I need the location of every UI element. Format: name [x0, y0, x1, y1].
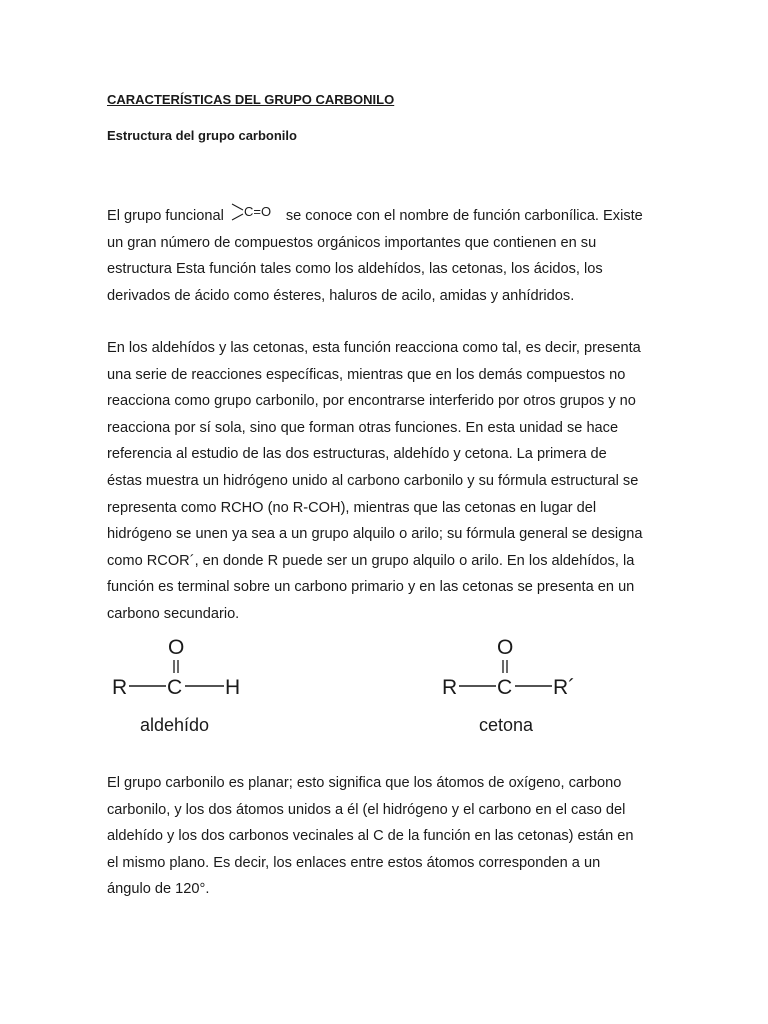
- aldehyde-hydrogen-atom: H: [225, 676, 241, 699]
- paragraph-line: ángulo de 120°.: [107, 881, 210, 898]
- aldehyde-structure: [112, 636, 240, 735]
- paragraph-line: éstas muestra un hidrógeno unido al carbono carbonilo y su fórmula estructural se: [107, 472, 639, 489]
- paragraph-intro-line-4: derivados de ácido como ésteres, haluros de acilo, amidas y anhídridos.: [107, 287, 575, 304]
- aldehyde-r-atom: R: [112, 676, 128, 699]
- paragraph-line: El grupo carbonilo es planar; esto significa que los átomos de oxígeno, carbono: [107, 775, 622, 791]
- paragraph-planar-group: [107, 770, 667, 903]
- paragraph-line: representa como RCHO (no R-COH), mientras que las cetonas en lugar del: [107, 499, 597, 516]
- inline-carbonyl-formula: [230, 202, 282, 222]
- paragraph-line: como RCOR´, en donde R puede ser un grupo alquilo o arilo. En los aldehídos, la: [107, 552, 635, 569]
- ketone-carbon-atom: C: [497, 676, 513, 699]
- paragraph-line: referencia al estudio de las dos estructuras, aldehído y cetona. La primera de: [107, 446, 607, 463]
- paragraph-line: función es terminal sobre un carbono primario y en las cetonas se presenta en un: [107, 579, 635, 596]
- paragraph-intro-line-1: [107, 202, 667, 230]
- paragraph-line: carbonilo, y los dos átomos unidos a él (el hidrógeno y el carbono en el caso del: [107, 801, 626, 818]
- paragraph-line: reacciona como grupo carbonilo, por encontrarse interferido por otros grupos y no: [107, 393, 636, 410]
- paragraph-line: una serie de reacciones específicas, mientras que en los demás compuestos no: [107, 366, 626, 383]
- document-subtitle: Estructura del grupo carbonilo: [107, 128, 297, 143]
- paragraph-intro: [107, 202, 667, 309]
- intro-text-after-formula: se conoce con el nombre de función carbonílica. Existe: [285, 208, 643, 224]
- structural-formulas: [100, 630, 660, 740]
- intro-text-before-formula: El grupo funcional: [107, 208, 224, 224]
- paragraph-intro-line-2: un gran número de compuestos orgánicos importantes que contienen en su: [107, 234, 597, 251]
- document-title: CARACTERÍSTICAS DEL GRUPO CARBONILO: [107, 92, 395, 107]
- ketone-r-atom: R: [442, 676, 458, 699]
- aldehyde-label: aldehído: [140, 715, 210, 735]
- paragraph-intro-line-3: estructura Esta función tales como los aldehídos, las cetonas, los ácidos, los: [107, 261, 603, 278]
- aldehyde-carbon-atom: C: [167, 676, 183, 699]
- paragraph-aldehydes-ketones: [107, 335, 667, 628]
- inline-formula-text: C=O: [243, 204, 271, 219]
- ketone-r-prime-atom: R´: [553, 676, 576, 699]
- paragraph-line: aldehído y los dos carbonos vecinales al C de la función en las cetonas) están en: [107, 828, 634, 845]
- aldehyde-oxygen-atom: O: [168, 636, 185, 659]
- ketone-oxygen-atom: O: [497, 636, 514, 659]
- ketone-structure: [442, 636, 575, 735]
- paragraph-line: carbono secundario.: [107, 605, 240, 622]
- paragraph-line: hidrógeno se unen ya sea a un grupo alquilo o arilo; su fórmula general se designa: [107, 526, 643, 543]
- paragraph-line: En los aldehídos y las cetonas, esta función reacciona como tal, es decir, presenta: [107, 340, 641, 356]
- paragraph-line: el mismo plano. Es decir, los enlaces entre estos átomos corresponden a un: [107, 854, 601, 871]
- ketone-label: cetona: [479, 715, 534, 735]
- paragraph-line: reacciona por sí sola, sino que forman otras funciones. En esta unidad se hace: [107, 419, 619, 436]
